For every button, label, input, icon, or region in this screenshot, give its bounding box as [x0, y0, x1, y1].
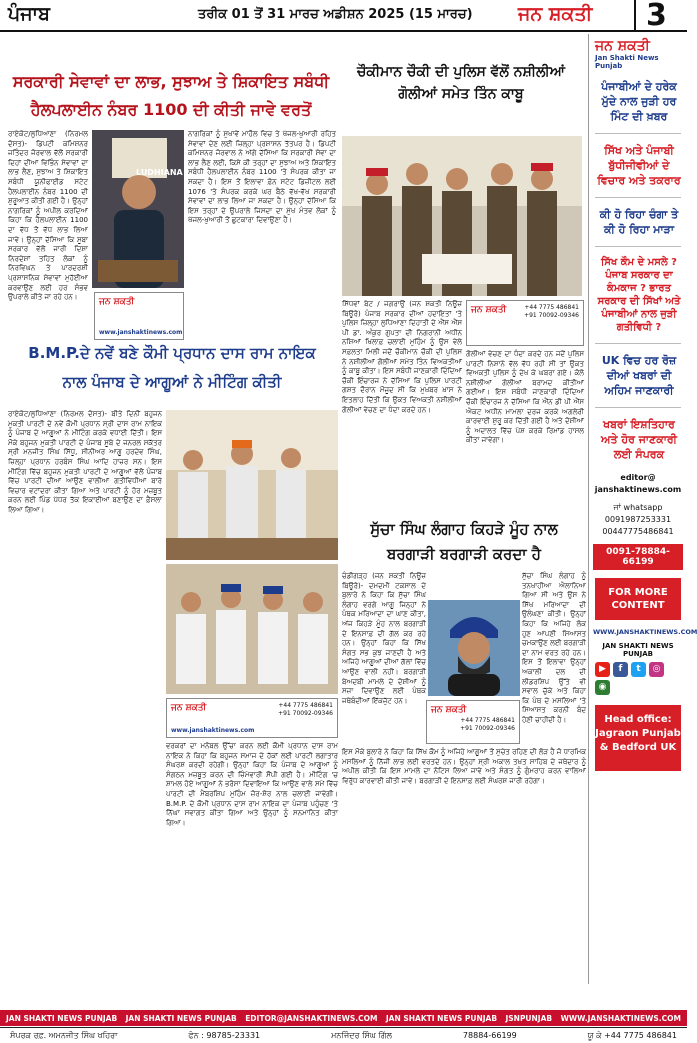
ad-logo: ਜਨ ਸ਼ਕਤੀ [431, 705, 467, 715]
footer-contact5: ਯੂ ਕੇ +44 7775 486841 [587, 1030, 677, 1040]
sidebar-head-office-label: Head office: [604, 714, 672, 725]
sidebar-more-content[interactable]: FOR MORE CONTENT [595, 578, 681, 620]
footer-email-link[interactable]: EDITOR@JANSHAKTINEWS.COM [245, 1013, 378, 1023]
article2-headline [338, 64, 584, 103]
sidebar-block2: ਸਿੱਖ ਅਤੇ ਪੰਜਾਬੀ ਬੁੱਧੀਜੀਵੀਆਂ ਦੇ ਵਿਚਾਰ ਅਤੇ ਤਕਰਾਰ [597, 144, 681, 187]
ad-logo: ਜਨ ਸ਼ਕਤੀ [471, 305, 507, 315]
footer-contact1: ਸੰਪਰਕ ਰਫ਼. ਅਮਨਜੀਤ ਸਿੰਘ ਖਹਿਰਾ [10, 1030, 118, 1040]
article1-column2: ਨਾਗਰਿਕਾਂ ਨੂੰ ਸੁਖਾਵੇਂ ਮਾਹੌਲ ਵਿਚ ਤੇ ਖੱਜਲ-ਖੁਆਰੀ ਰਹਿਤ ਸੇਵਾਵਾਂ ਦੇਣ ਲਈ ਜ਼ਿਲ੍ਹਾ ਪ੍ਰਸ਼ਾਸਨ ਤੱਤਪਰ ਹੈ। ਡਿਪਟੀ ਕਮਿਸ਼ਨਰ ਜੋਰਵਾਲ ਨੇ ਅੱਗੇ ਦੱਸਿਆ ਕਿ ਸਰਕਾਰੀ ਸੇਵਾ ਦਾ ਲਾਭ ਲੈਣ ਲਈ, ਕਿਸੇ ਕੀ ਤਰ੍ਹਾਂ ਦਾ ਸੁਝਾਅ ਅਤੇ ਸ਼ਿਕਾਇਤ ਸਬੰਧੀ ਹੈਲਪਲਾਈਨ ਨੰਬਰ 1100 'ਤੇ ਸੰਪਰਕ ਕੀਤਾ ਜਾ ਸਕਦਾ ਹੈ। ਇਸ ਤੋਂ ਇਲਾਵਾ ਫ਼ੋਨ ਸਟੇਟ ਡਿਜ਼ੀਟਲ ਲਈ 1076 'ਤੇ ਸੰਪਰਕ ਕਰਕੇ ਘਰ ਬੈਠੇ ਵੱਖ-ਵੱਖ ਸਰਕਾਰੀ ਸੇਵਾਵਾਂ ਦਾ ਲਾਭ ਲਿਆ ਜਾ ਸਕਦਾ ਹੈ। ਉਨ੍ਹਾਂ ਦੱਸਿਆ ਕਿ ਇਸ ਤਰ੍ਹਾਂ ਦੇ ਉਪਰਾਲੇ ਜਿਸਦਾ ਦਾ ਮੁੱਖ ਮੰਤਵ ਲੋਕਾਂ ਨੂੰ ਖੱਜਲ-ਖੁਆਰੀ ਤੋਂ ਛੁਟਕਾਰਾ ਦਿਵਾਉਣਾ ਹੈ। [188, 130, 336, 225]
instagram-icon[interactable]: ◎ [649, 662, 664, 677]
article4-headline-line1: ਸੁੱਚਾ ਸਿੰਘ ਲੰਗਾਹ ਕਿਹੜੇ ਮੂੰਹ ਨਾਲ [370, 520, 558, 538]
ad-phones [278, 702, 333, 718]
article4-portrait [428, 600, 520, 696]
twitter-icon[interactable]: t [631, 662, 646, 677]
page-header [0, 0, 687, 32]
footer-contact4: 78884-66199 [462, 1031, 517, 1040]
footer-contact2: ਫੋਨ : 98785-23331 [188, 1030, 261, 1040]
footer-contact3: ਮਨਜਿੰਦਰ ਸਿੰਘ ਗਿੱਲ [331, 1030, 392, 1040]
page-number: 3 [634, 0, 667, 32]
sidebar-block4: ਸਿੱਖ ਕੌਮ ਦੇ ਮਸਲੇ ? ਪੰਜਾਬ ਸਰਕਾਰ ਦਾ ਕੰਮਕਾਜ ? ਭਾਰਤ ਸਰਕਾਰ ਦੀ ਸਿੱਖਾਂ ਅਤੇ ਪੰਜਾਬੀਆਂ ਨਾਲ ਜੁੜੀ ਗਤੀਵਿਧੀ ? [597, 257, 681, 333]
sidebar-block1: ਪੰਜਾਬੀਆਂ ਦੇ ਹਰੇਕ ਮੁੱਦੇ ਨਾਲ ਜੁੜੀ ਹਰ ਮਿੰਟ ਦੀ ਖ਼ਬਰ [601, 80, 677, 123]
footer-social-bar [0, 1010, 687, 1026]
article3-column2: ਵਰਕਰਾਂ ਦਾ ਮਨੋਬਲ ਉੱਚਾ ਕਰਨ ਲਈ ਕੌਮੀ ਪ੍ਰਧਾਨ ਦਾਸ ਰਾਮ ਨਾਇਕ ਨੇ ਕਿਹਾ ਕਿ ਬਹੁਜਨ ਸਮਾਜ ਦੇ ਹੱਕਾਂ ਲਈ ਪਾਰਟੀ ਲਗਾਤਾਰ ਸੰਘਰਸ਼ ਕਰਦੀ ਰਹੇਗੀ। ਉਨ੍ਹਾਂ ਕਿਹਾ ਕਿ ਪੰਜਾਬ ਦੇ ਆਗੂਆਂ ਨੂੰ ਸੰਗਠਨ ਮਜ਼ਬੂਤ ਕਰਨ ਦੀ ਜ਼ਿੰਮੇਵਾਰੀ ਸੌਂਪੀ ਗਈ ਹੈ। ਮੀਟਿੰਗ 'ਚ ਸ਼ਾਮਲ ਹੋਏ ਆਗੂਆਂ ਨੇ ਭਰੋਸਾ ਦਿਵਾਇਆ ਕਿ ਆਉਣ ਵਾਲੇ ਸਮੇਂ ਵਿੱਚ ਪਾਰਟੀ ਦੀ ਮੈਂਬਰਸ਼ਿਪ ਮੁਹਿੰਮ ਜ਼ੋਰ-ਸ਼ੋਰ ਨਾਲ ਚਲਾਈ ਜਾਵੇਗੀ। B.M.P. ਦੇ ਕੌਮੀ ਪ੍ਰਧਾਨ ਦਾਸ ਰਾਮ ਨਾਇਕ ਦਾ ਪੰਜਾਬ ਪਹੁੰਚਣ 'ਤੇ ਨਿੱਘਾ ਸਵਾਗਤ ਕੀਤਾ ਗਿਆ ਅਤੇ ਉਨ੍ਹਾਂ ਨੂੰ ਸਨਮਾਨਿਤ ਕੀਤਾ ਗਿਆ। [166, 742, 338, 827]
article2-column2: ਗੋਲੀਆਂ ਵੇਚਣ ਦਾ ਧੰਦਾ ਕਰਦੇ ਹਨ ਜਦੋਂ ਪੁਲਿਸ ਪਾਰਟੀ ਨਿਸ਼ਾਨੇ ਵੱਲ ਵੱਧ ਰਹੀ ਸੀ ਤਾਂ ਉਕਤ ਵਿਅਕਤੀ ਪੁਲਿਸ ਨੂੰ ਦੇਖ ਕੇ ਘਬਰਾ ਗਏ। ਕੋਲੋ ਨਸ਼ੀਲੀਆਂ ਗੋਲੀਆਂ ਬਰਾਮਦ ਕੀਤੀਆਂ ਗਈਆਂ। ਇਸ ਸਬੰਧੀ ਜਾਣਕਾਰੀ ਦਿੰਦਿਆਂ ਚੌਕੀ ਇੰਚਾਰਜ ਨੇ ਦੱਸਿਆ ਕਿ ਐੱਨ ਡੀ ਪੀ ਐੱਸ ਐਕਟ ਅਧੀਨ ਮਾਮਲਾ ਦਰਜ ਕਰਕੇ ਅਗਲੇਰੀ ਕਾਰਵਾਈ ਸ਼ੁਰੂ ਕਰ ਦਿੱਤੀ ਗਈ ਹੈ ਅਤੇ ਦੋਸ਼ੀਆਂ ਨੂੰ ਅਦਾਲਤ ਵਿੱਚ ਪੇਸ਼ ਕਰਕੇ ਰਿਮਾਂਡ ਹਾਸਲ ਕੀਤਾ ਜਾਵੇਗਾ। [466, 350, 584, 445]
facebook-icon[interactable]: f [613, 662, 628, 677]
footer-instagram-link[interactable]: JAN SHAKTI NEWS PUNJAB [385, 1013, 498, 1023]
footer-facebook-link[interactable]: JAN SHAKTI NEWS PUNJAB [6, 1013, 118, 1023]
article3-photo-bottom [166, 564, 338, 694]
right-sidebar [588, 34, 697, 984]
sidebar-block6: ਖਬਰਾਂ ਇਸ਼ਤਿਹਾਰ ਅਤੇ ਹੋਰ ਜਾਣਕਾਰੀ ਲਈ ਸੰਪਰਕ [600, 418, 677, 461]
sidebar-website[interactable]: WWW.JANSHAKTINEWS.COM [593, 628, 697, 636]
globe-icon[interactable]: ◉ [595, 680, 610, 695]
article4-ad-box [426, 700, 520, 744]
ad-logo: ਜਨ ਸ਼ਕਤੀ [99, 297, 135, 307]
sidebar-divider [595, 343, 681, 344]
sidebar-logo: ਜਨ ਸ਼ਕਤੀ [595, 38, 650, 54]
ad-phone-india: +91 70092-09346 [524, 312, 579, 319]
sidebar-head-office-address: Jagraon Punjab & Bedford UK [595, 728, 681, 753]
sidebar-phones [593, 502, 683, 538]
ad-phone-uk: +44 7775 486841 [460, 717, 515, 724]
sidebar-phone-a: 0091987253331 [604, 515, 672, 524]
sidebar-contact-email[interactable] [593, 472, 683, 496]
article3-headline [6, 344, 338, 392]
sidebar-follow-label: JAN SHAKTI NEWS PUNJAB [602, 642, 674, 658]
article3-ad-box [166, 698, 338, 738]
article4-column1: ਚੰਡੀਗੜ੍ਹ (ਜਨ ਸ਼ਕਤੀ ਨਿਊਜ਼ ਬਿਊਰੋ)- ਦਮਦਮੀ ਟਕਸਾਲ ਦੇ ਬੁਲਾਰੇ ਨੇ ਕਿਹਾ ਕਿ ਸੁੱਚਾ ਸਿੰਘ ਲੰਗਾਹ ਵਰਗੇ ਆਗੂ ਜਿਨ੍ਹਾਂ ਨੇ ਪੰਥਕ ਮਰਿਆਦਾ ਦਾ ਘਾਣ ਕੀਤਾ, ਅੱਜ ਕਿਹੜੇ ਮੂੰਹ ਨਾਲ ਬਰਗਾੜੀ ਦੇ ਇਨਸਾਫ਼ ਦੀ ਗੱਲ ਕਰ ਰਹੇ ਹਨ। ਉਨ੍ਹਾਂ ਕਿਹਾ ਕਿ ਸਿੱਖ ਸੰਗਤ ਸਭ ਕੁਝ ਜਾਣਦੀ ਹੈ ਅਤੇ ਅਜਿਹੇ ਆਗੂਆਂ ਦੀਆਂ ਗੱਲਾਂ ਵਿੱਚ ਆਉਣ ਵਾਲੀ ਨਹੀਂ। ਬਰਗਾੜੀ ਬੇਅਦਬੀ ਮਾਮਲੇ ਦੇ ਦੋਸ਼ੀਆਂ ਨੂੰ ਸਜ਼ਾ ਦਿਵਾਉਣ ਲਈ ਪੰਥਕ ਜਥੇਬੰਦੀਆਂ ਇੱਕਜੁੱਟ ਹਨ। [342, 572, 426, 705]
sidebar-divider [595, 133, 681, 134]
ad-logo: ਜਨ ਸ਼ਕਤੀ [171, 703, 207, 713]
article2-column1: ਸਿੱਧਵਾਂ ਬੇਟ / ਜਗਰਾਉਂ (ਜਨ ਸ਼ਕਤੀ ਨਿਊਜ਼ ਬਿਊਰੋ) ਪੰਜਾਬ ਸਰਕਾਰ ਦੀਆਂ ਹਦਾਇਤਾਂ 'ਤੇ ਪੁਲਿਸ ਜ਼ਿਲ੍ਹਾ ਲੁਧਿਆਣਾ ਦਿਹਾਤੀ ਦੇ ਐੱਸ ਐੱਸ ਪੀ ਡਾ. ਅੰਕੁਰ ਗੁਪਤਾ ਦੀ ਨਿਗਰਾਨੀ ਅਧੀਨ ਨਸ਼ਿਆਂ ਖਿਲਾਫ਼ ਚਲਾਈ ਮੁਹਿੰਮ ਨੂੰ ਉਸ ਵੇਲੇ ਸਫ਼ਲਤਾ ਮਿਲੀ ਜਦੋਂ ਚੌਕੀਮਾਨ ਚੌਕੀ ਦੀ ਪੁਲਿਸ ਨੇ ਨਸ਼ੀਲੀਆਂ ਗੋਲੀਆਂ ਸਮੇਤ ਤਿੰਨ ਵਿਅਕਤੀਆਂ ਨੂੰ ਕਾਬੂ ਕੀਤਾ। ਇਸ ਸਬੰਧੀ ਜਾਣਕਾਰੀ ਦਿੰਦਿਆਂ ਚੌਕੀ ਇੰਚਾਰਜ ਨੇ ਦੱਸਿਆ ਕਿ ਪੁਲਿਸ ਪਾਰਟੀ ਗਸ਼ਤ ਦੌਰਾਨ ਮੌਜੂਦ ਸੀ ਕਿ ਮੁਖ਼ਬਰ ਖ਼ਾਸ ਨੇ ਇਤਲਾਹ ਦਿੱਤੀ ਕਿ ਉਕਤ ਵਿਅਕਤੀ ਨਸ਼ੀਲੀਆਂ ਗੋਲੀਆਂ ਵੇਚਣ ਦਾ ਧੰਦਾ ਕਰਦੇ ਹਨ। [342, 300, 462, 414]
footer-twitter-link[interactable]: JAN SHAKTI NEWS PUNJAB [125, 1013, 237, 1023]
article2-police-photo [342, 136, 582, 296]
sidebar-email-label: editor@ [620, 473, 656, 482]
article1-photo [92, 130, 184, 288]
article4-column3: ਇਸ ਮੌਕੇ ਬੁਲਾਰੇ ਨੇ ਕਿਹਾ ਕਿ ਸਿੱਖ ਕੌਮ ਨੂੰ ਅਜਿਹੇ ਆਗੂਆਂ ਤੋਂ ਸੁਚੇਤ ਰਹਿਣ ਦੀ ਲੋੜ ਹੈ ਜੋ ਧਾਰਮਿਕ ਮਸਲਿਆਂ ਨੂੰ ਨਿੱਜੀ ਲਾਭ ਲਈ ਵਰਤਦੇ ਹਨ। ਉਨ੍ਹਾਂ ਸ੍ਰੀ ਅਕਾਲ ਤਖ਼ਤ ਸਾਹਿਬ ਦੇ ਜਥੇਦਾਰ ਨੂੰ ਅਪੀਲ ਕੀਤੀ ਕਿ ਇਸ ਮਾਮਲੇ ਦਾ ਨੋਟਿਸ ਲਿਆ ਜਾਵੇ ਅਤੇ ਸੰਗਤ ਨੂੰ ਗੁੰਮਰਾਹ ਕਰਨ ਵਾਲਿਆਂ ਵਿਰੁੱਧ ਕਾਰਵਾਈ ਕੀਤੀ ਜਾਵੇ। ਬਰਗਾੜੀ ਦੇ ਇਨਸਾਫ਼ ਲਈ ਸੰਘਰਸ਼ ਜਾਰੀ ਰਹੇਗਾ। [342, 748, 586, 785]
article3-column1: ਰਾਏਕੋਟ/ਲੁਧਿਆਣਾ (ਨਿਰਮਲ ਦੋਸਤ)- ਬੀਤੇ ਦਿਨੀਂ ਬਹੁਜਨ ਮੁਕਤੀ ਪਾਰਟੀ ਦੇ ਨਵੇਂ ਕੌਮੀ ਪ੍ਰਧਾਨ ਸ੍ਰੀ ਦਾਸ ਰਾਮ ਨਾਇਕ ਨੂੰ ਪੰਜਾਬ ਦੇ ਆਗੂਆਂ ਨੇ ਮੀਟਿੰਗ ਕਰਕੇ ਵਧਾਈ ਦਿੱਤੀ। ਇਸ ਮੌਕੇ ਬਹੁਜਨ ਮੁਕਤੀ ਪਾਰਟੀ ਦੇ ਪੰਜਾਬ ਸੂਬੇ ਦੇ ਜਨਰਲ ਸਕੱਤਰ ਸ੍ਰੀ ਮਨਜੀਤ ਸਿੰਘ ਸਿੱਧੂ, ਸੀਨੀਅਰ ਆਗੂ ਹਰਦੇਵ ਸਿੰਘ, ਜ਼ਿਲ੍ਹਾ ਪ੍ਰਧਾਨ ਹਰਬੰਸ ਸਿੰਘ ਆਦਿ ਹਾਜ਼ਰ ਸਨ। ਇਸ ਮੀਟਿੰਗ ਵਿੱਚ ਬਹੁਜਨ ਮੁਕਤੀ ਪਾਰਟੀ ਦੇ ਆਗੂਆਂ ਵੱਲੋਂ ਪੰਜਾਬ ਵਿੱਚ ਪਾਰਟੀ ਦੀਆਂ ਆਉਣ ਵਾਲੀਆਂ ਗਤੀਵਿਧੀਆਂ ਬਾਰੇ ਵਿਚਾਰ ਵਟਾਂਦਰਾ ਕੀਤਾ ਗਿਆ ਅਤੇ ਪਾਰਟੀ ਨੂੰ ਹੋਰ ਮਜ਼ਬੂਤ ਕਰਨ ਲਈ ਪਿੰਡ ਪੱਧਰ ਤੱਕ ਇਕਾਈਆਂ ਬਣਾਉਣ ਦਾ ਫ਼ੈਸਲਾ ਲਿਆ ਗਿਆ। [8, 410, 162, 514]
ad-website[interactable]: www.janshaktinews.com [99, 329, 183, 336]
article3-photo-top [166, 410, 338, 560]
sidebar-block3: ਕੀ ਹੋ ਰਿਹਾ ਚੰਗਾ ਤੇ ਕੀ ਹੋ ਰਿਹਾ ਮਾੜਾ [599, 208, 679, 236]
article1-photo-caption: LUDHIANA [136, 168, 183, 177]
edition-date: ਤਰੀਕ 01 ਤੋਂ 31 ਮਾਰਚ ਅਡੀਸ਼ਨ 2025 (15 ਮਾਰਚ) [198, 7, 473, 22]
article1-headline-line1: ਸਰਕਾਰੀ ਸੇਵਾਵਾਂ ਦਾ ਲਾਭ, ਸੁਝਾਅ ਤੇ ਸ਼ਿਕਾਇਤ ਸਬੰਧੀ [12, 72, 330, 91]
sidebar-phone-b: 00447775486841 [602, 527, 674, 536]
sidebar-divider [595, 197, 681, 198]
sidebar-logo-sub: Jan Shakti News Punjab [595, 54, 659, 70]
sidebar-social-icons [595, 662, 681, 695]
article1-headline [6, 72, 336, 120]
sidebar-divider [595, 246, 681, 247]
masthead-brand: ਜਨ ਸ਼ਕਤੀ [518, 3, 593, 25]
ad-website[interactable]: www.janshaktinews.com [171, 727, 255, 734]
sidebar-email-domain: janshaktinews.com [594, 485, 682, 494]
ad-phone-india: +91 70092-09346 [460, 725, 515, 732]
sidebar-phone-highlight: 0091-78884-66199 [593, 544, 683, 570]
article3-headline-line2: ਨਾਲ ਪੰਜਾਬ ਦੇ ਆਗੂਆਂ ਨੇ ਮੀਟਿੰਗ ਕੀਤੀ [62, 372, 282, 391]
ad-phones [460, 717, 515, 733]
article2-headline-line2: ਗੋਲੀਆਂ ਸਮੇਤ ਤਿੰਨ ਕਾਬੂ [398, 85, 524, 102]
ad-phone-uk: +44 7775 486841 [278, 702, 333, 709]
article4-headline-line2: ਬਰਗਾੜੀ ਬਰਗਾੜੀ ਕਰਦਾ ਹੈ [386, 544, 542, 563]
section-title: ਪੰਜਾਬ [8, 3, 50, 25]
article2-headline-line1: ਚੌਕੀਮਾਨ ਚੌਕੀ ਦੀ ਪੁਲਿਸ ਵੱਲੋਂ ਨਸ਼ੀਲੀਆਂ [356, 64, 565, 80]
article1-headline-line2: ਹੈਲਪਲਾਈਨ ਨੰਬਰ 1100 ਦੀ ਕੀਤੀ ਜਾਵੇ ਵਰਤੋਂ [30, 100, 312, 119]
article4-headline [342, 520, 586, 564]
youtube-icon[interactable]: ▶ [595, 662, 610, 677]
article1-column1: ਰਾਏਕੋਟ/ਲੁਧਿਆਣਾ (ਨਿਰਮਲ ਦੋਸਤ)- ਡਿਪਟੀ ਕਮਿਸ਼ਨਰ ਜਤਿੰਦਰ ਜੋਰਵਾਲ ਵੱਲੋਂ ਸਰਕਾਰੀ ਦਿਹਾਂ ਦੀਆਂ ਵਿਭਿੰਨ ਸੇਵਾਵਾਂ ਦਾ ਲਾਭ ਲੈਣ, ਸੁਝਾਅ ਤੇ ਸ਼ਿਕਾਇਤ ਸਬੰਧੀ ਯੂਨੀਫਾਈਡ ਸਟੇਟ ਹੈਲਪਲਾਈਨ ਨੰਬਰ 1100 ਦੀ ਸ਼ੁਰੂਆਤ ਕੀਤੀ ਗਈ ਹੈ। ਉਨ੍ਹਾਂ ਨਾਗਰਿਕਾਂ ਨੂੰ ਅਪੀਲ ਕਰਦਿਆਂ ਕਿਹਾ ਕਿ ਹੈਲਪਲਾਈਨ 1100 ਦਾ ਵੱਧ ਤੋਂ ਵੱਧ ਲਾਭ ਲਿਆ ਜਾਵੇ। ਉਨ੍ਹਾਂ ਦੱਸਿਆ ਕਿ ਸੂਬਾ ਸਰਕਾਰ ਵੱਲੋਂ ਜਾਰੀ ਦਿਸ਼ਾ ਨਿਰਦੇਸ਼ਾਂ ਤਹਿਤ ਲੋਕਾਂ ਨੂੰ ਨਿਰਵਿਘਨ ਤੇ ਪਾਰਦਰਸ਼ੀ ਪ੍ਰਸ਼ਾਸਨਿਕ ਸੇਵਾਵਾਂ ਮੁਹੱਈਆ ਕਰਵਾਉਣ ਲਈ ਹਰ ਸੰਭਵ ਉਪਰਾਲੇ ਕੀਤੇ ਜਾ ਰਹੇ ਹਨ। [8, 130, 88, 302]
article1-ad-box [94, 292, 184, 340]
article3-headline-line1: B.M.P.ਦੇ ਨਵੇਂ ਬਣੇ ਕੌਮੀ ਪ੍ਰਧਾਨ ਦਾਸ ਰਾਮ ਨਾਇਕ [28, 344, 316, 362]
sidebar-head-office [595, 705, 681, 771]
sidebar-block5: UK ਵਿਚ ਹਰ ਰੋਜ਼ ਦੀਆਂ ਖਬਰਾਂ ਦੀ ਅਹਿਮ ਜਾਣਕਾਰੀ [601, 354, 677, 397]
ad-phone-india: +91 70092-09346 [278, 710, 333, 717]
sidebar-whatsapp-label: ਜਾਂ whatsapp [613, 503, 663, 512]
ad-phone-uk: +44 7775 486841 [524, 304, 579, 311]
footer-contact-bar [0, 1027, 687, 1043]
footer-website-link[interactable]: WWW.JANSHAKTINEWS.COM [560, 1013, 681, 1023]
article4-column2: ਸੁੱਚਾ ਸਿੰਘ ਲੰਗਾਹ ਨੂੰ ਤਨਖਾਹੀਆ ਐਲਾਨਿਆ ਗਿਆ ਸੀ ਅਤੇ ਉਸ ਨੇ ਸਿੱਖ ਮਰਿਆਦਾ ਦੀ ਉਲੰਘਣਾ ਕੀਤੀ। ਉਨ੍ਹਾਂ ਕਿਹਾ ਕਿ ਅਜਿਹੇ ਲੋਕ ਹੁਣ ਆਪਣੀ ਸਿਆਸਤ ਚਮਕਾਉਣ ਲਈ ਬਰਗਾੜੀ ਦਾ ਨਾਮ ਵਰਤ ਰਹੇ ਹਨ। ਇਸ ਤੋਂ ਇਲਾਵਾ ਉਨ੍ਹਾਂ ਅਕਾਲੀ ਦਲ ਦੀ ਲੀਡਰਸ਼ਿਪ ਉੱਤੇ ਵੀ ਸਵਾਲ ਚੁੱਕੇ ਅਤੇ ਕਿਹਾ ਕਿ ਪੰਥ ਦੇ ਮਸਲਿਆਂ 'ਤੇ ਸਿਆਸਤ ਕਰਨੀ ਬੰਦ ਹੋਣੀ ਚਾਹੀਦੀ ਹੈ। [522, 572, 586, 724]
footer-youtube-link[interactable]: JSNPUNJAB [505, 1013, 553, 1023]
ad-phones [524, 304, 579, 320]
article2-ad-box [466, 300, 584, 346]
sidebar-divider [595, 407, 681, 408]
